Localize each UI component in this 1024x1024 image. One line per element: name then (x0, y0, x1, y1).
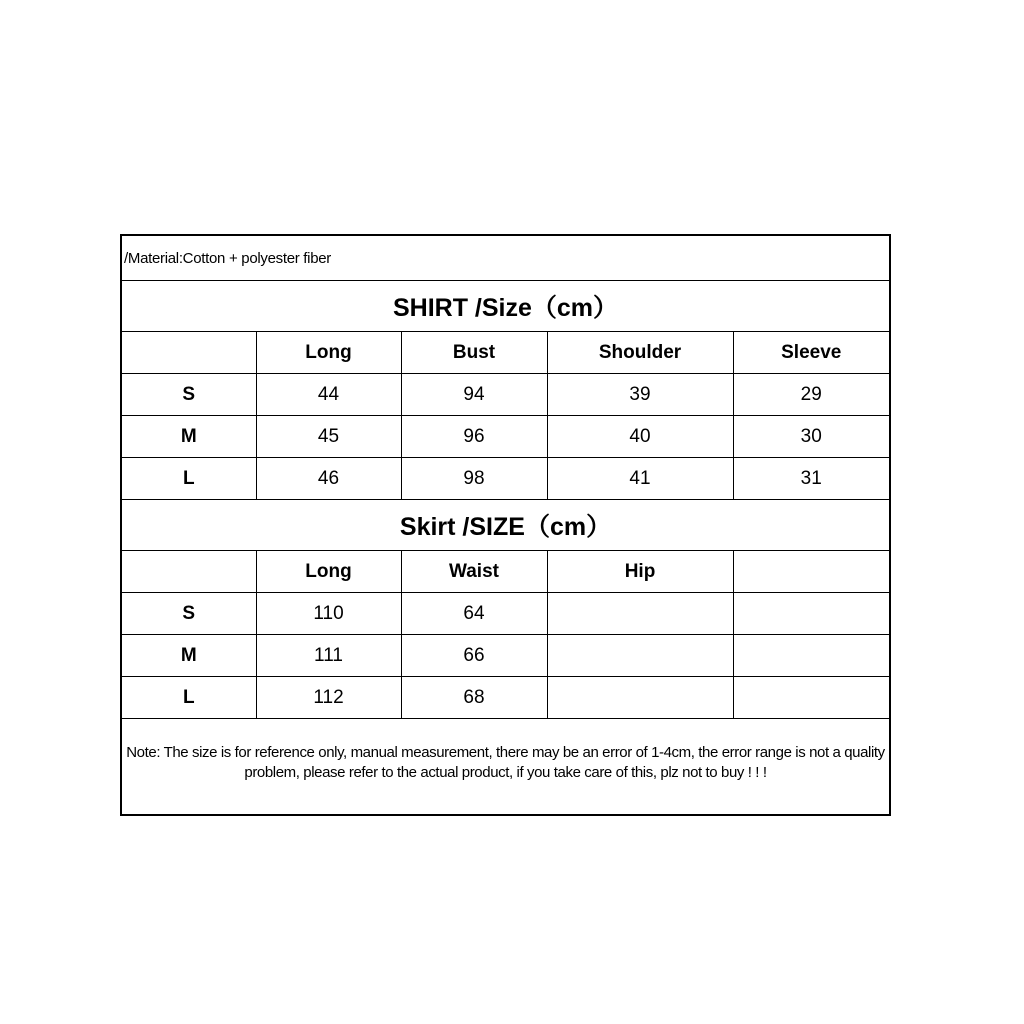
table-cell: 98 (401, 458, 547, 500)
table-cell: 41 (547, 458, 733, 500)
size-chart (120, 234, 891, 816)
table-cell: 44 (256, 374, 401, 416)
table-cell: 68 (401, 677, 547, 719)
shirt-header-sleeve: Sleeve (733, 332, 889, 374)
skirt-title: Skirt /SIZE（cm） (122, 500, 889, 551)
table-cell (547, 635, 733, 677)
skirt-header-long: Long (256, 551, 401, 593)
table-cell: 31 (733, 458, 889, 500)
table-cell: 64 (401, 593, 547, 635)
table-cell (733, 635, 889, 677)
table-row (122, 677, 889, 719)
table-row (122, 374, 889, 416)
size-label: L (122, 458, 256, 500)
table-cell: 111 (256, 635, 401, 677)
size-label: M (122, 635, 256, 677)
shirt-header-bust: Bust (401, 332, 547, 374)
size-label: S (122, 593, 256, 635)
table-cell: 39 (547, 374, 733, 416)
shirt-header-row (122, 332, 889, 374)
size-label: S (122, 374, 256, 416)
table-row (122, 635, 889, 677)
shirt-header-long: Long (256, 332, 401, 374)
skirt-header-hip: Hip (547, 551, 733, 593)
table-cell: 112 (256, 677, 401, 719)
skirt-header-size (122, 551, 256, 593)
table-cell: 40 (547, 416, 733, 458)
table-row (122, 416, 889, 458)
table-cell: 45 (256, 416, 401, 458)
table-cell (733, 677, 889, 719)
table-cell: 46 (256, 458, 401, 500)
table-cell: 94 (401, 374, 547, 416)
size-label: M (122, 416, 256, 458)
size-table (122, 236, 889, 815)
table-cell (733, 593, 889, 635)
table-cell: 110 (256, 593, 401, 635)
table-cell: 66 (401, 635, 547, 677)
shirt-title: SHIRT /Size（cm） (122, 281, 889, 332)
skirt-header-empty (733, 551, 889, 593)
table-cell (547, 677, 733, 719)
table-cell: 29 (733, 374, 889, 416)
shirt-header-size (122, 332, 256, 374)
table-row (122, 458, 889, 500)
table-row (122, 593, 889, 635)
material-info: /Material:Cotton + polyester fiber (122, 236, 889, 281)
shirt-header-shoulder: Shoulder (547, 332, 733, 374)
table-cell: 30 (733, 416, 889, 458)
skirt-header-row (122, 551, 889, 593)
table-cell: 96 (401, 416, 547, 458)
note-text: Note: The size is for reference only, manual measurement, there may be an error of 1-4cm, the error range is not a quality problem, please refer to the actual product, if you take care of this, plz not to buy ! ! ! (122, 719, 889, 816)
skirt-header-waist: Waist (401, 551, 547, 593)
table-cell (547, 593, 733, 635)
size-label: L (122, 677, 256, 719)
